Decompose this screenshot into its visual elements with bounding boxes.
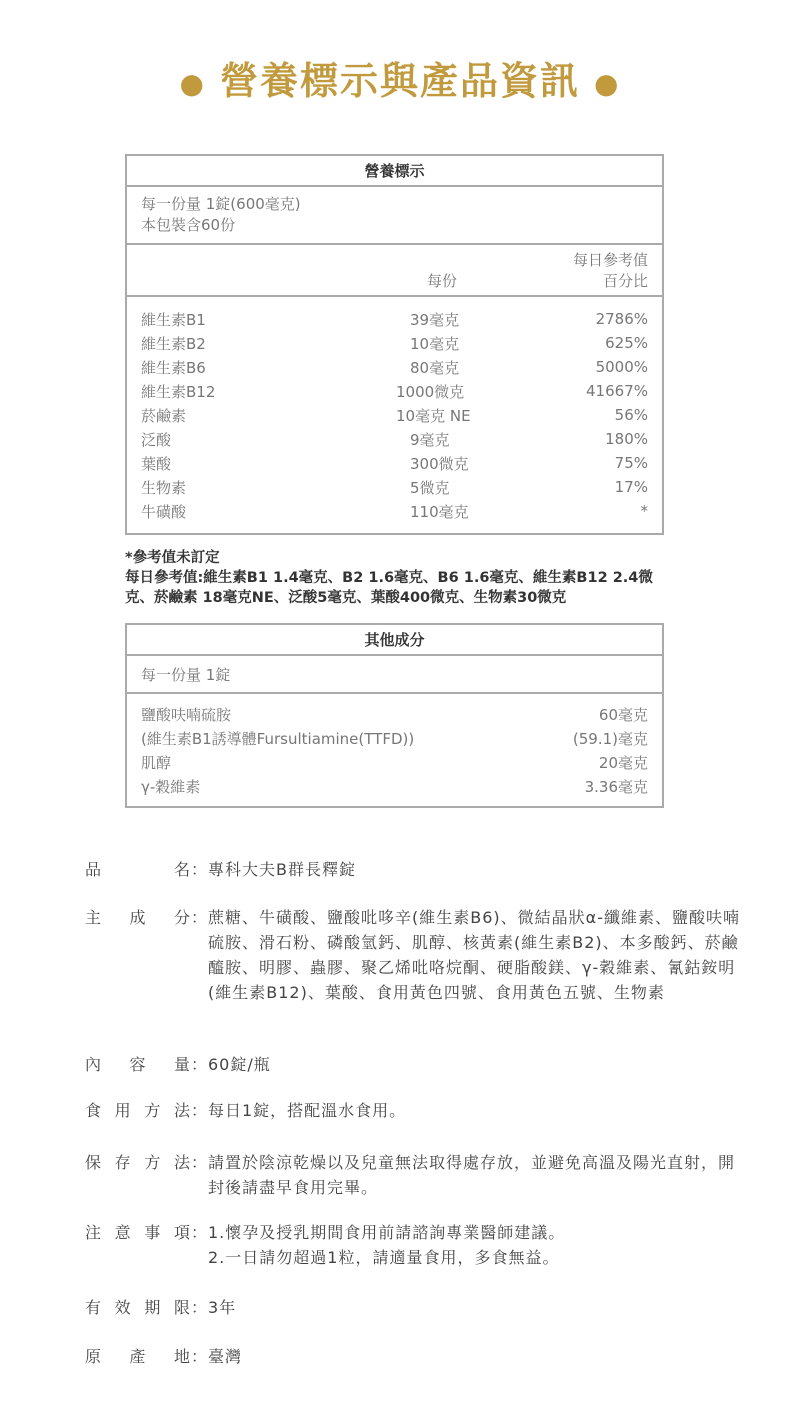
nutrient-row [126,331,663,355]
nutrition-table [125,154,664,535]
nutrient-name: 生物素 [141,478,187,497]
info-label [85,1344,190,1369]
other-header: 其他成分 [126,624,663,655]
serving-size: 每一份量 1錠(600毫克) [141,195,301,213]
nutrient-row [126,451,663,475]
info-label-char: 食 [85,1101,102,1120]
nutrient-amount: 39毫克 [410,310,460,329]
colon: ： [190,1223,207,1242]
ingredient-amount: 20毫克 [598,753,648,772]
servings-per-package: 本包裝含60份 [141,216,236,234]
info-value: 3年 [208,1298,237,1317]
info-label [85,1220,190,1270]
nutrient-amount: 1000微克 [396,382,465,401]
nutrient-dv: 41667% [586,382,648,400]
info-label-char: 成 [129,908,146,927]
info-value: 每日1錠，搭配溫水食用。 [208,1101,407,1120]
nutrient-dv: * [640,502,648,520]
info-label-char: 意 [114,1223,131,1242]
info-label-char: 事 [144,1223,161,1242]
info-label-char: 容 [129,1055,146,1074]
nutrient-dv: 5000% [595,358,648,376]
nutrient-name: 維生素B6 [141,358,206,377]
nutrient-dv: 75% [614,454,648,472]
other-serving: 每一份量 1錠 [126,655,663,693]
ingredient-name: 鹽酸呋喃硫胺 [141,705,232,724]
info-value: 專科大夫B群長釋錠 [208,860,356,879]
nutrient-dv: 180% [605,430,648,448]
ingredient-row [126,726,663,750]
info-label-char: 限 [173,1298,190,1317]
nutrient-name: 維生素B1 [141,310,206,329]
nutrient-name: 菸鹼素 [141,406,187,425]
ingredient-amount: 3.36毫克 [584,777,648,796]
col-dv-2: 百分比 [602,272,648,290]
info-value: 臺灣 [208,1347,243,1366]
nutrient-row [126,379,663,403]
info-label-char: 法 [173,1101,190,1120]
colon: ： [190,1055,207,1074]
info-label [85,1295,190,1320]
info-label-char: 方 [144,1153,161,1172]
info-value-2: 2.一日請勿超過1粒，請適量食用，多食無益。 [208,1248,560,1267]
info-label-char: 效 [114,1298,131,1317]
nutrient-amount: 5微克 [410,478,450,497]
ingredient-row [126,774,663,807]
other-ingredients-table [125,623,664,808]
info-label-char: 名 [173,860,190,879]
nutrient-dv: 17% [614,478,648,496]
info-label-char: 產 [129,1347,146,1366]
info-label [85,1150,190,1200]
ingredient-row [126,750,663,774]
ingredient-amount: 60毫克 [598,705,648,724]
nutrient-amount: 300微克 [410,454,469,473]
nutrient-dv: 2786% [595,310,648,328]
info-label [85,905,190,1005]
info-label-char: 注 [85,1223,102,1242]
colon: ： [190,860,207,879]
ingredient-name: (維生素B1誘導體Fursultiamine(TTFD)) [141,729,415,748]
product-info-row [85,1344,745,1369]
colon: ： [190,1298,207,1317]
note-1: *參考值未訂定 [125,550,220,566]
info-value: 請置於陰涼乾燥以及兒童無法取得處存放，並避免高溫及陽光直射，開封後請盡早食用完畢。 [208,1153,736,1197]
info-value: 蔗糖、牛磺酸、鹽酸吡哆辛(維生素B6)、微結晶狀α-纖維素、鹽酸呋喃硫胺、滑石粉、磷酸氫鈣、肌醇、核黃素(維生素B2)、本多酸鈣、菸鹼醯胺、明膠、蟲膠、聚乙烯吡咯烷酮、硬脂酸鎂、γ-穀維素、氰鈷銨明(維生素B12)、葉酸、食用黃色四號、食用黃色五號、生物素 [208,908,740,1002]
info-label-char: 存 [114,1153,131,1172]
col-dv-1: 每日參考值 [572,251,648,269]
info-value: 1.懷孕及授乳期間食用前請諮詢專業醫師建議。 [208,1223,566,1242]
info-label-char: 法 [173,1153,190,1172]
nutrition-header: 營養標示 [126,155,663,186]
colon: ： [190,908,207,927]
title-text: 營養標示與產品資訊 [219,59,580,103]
colon: ： [190,1347,207,1366]
info-label-char: 分 [173,908,190,927]
product-info-row [85,1098,745,1123]
product-info-row [85,1295,745,1320]
note-2: 每日參考值:維生素B1 1.4毫克、B2 1.6毫克、B6 1.6毫克、維生素B12 2.4微克、菸鹼素 18毫克NE、泛酸5毫克、葉酸400微克、生物素30微克 [125,570,653,606]
product-info-row [85,857,745,882]
info-label-char: 有 [85,1298,102,1317]
nutrient-name: 泛酸 [141,430,172,449]
nutrient-dv: 56% [614,406,648,424]
nutrient-amount: 10毫克 [410,334,460,353]
info-label-char: 方 [144,1101,161,1120]
product-info-row [85,1220,745,1270]
info-label [85,1098,190,1123]
info-label-char: 地 [173,1347,190,1366]
info-label-char: 量 [173,1055,190,1074]
nutrient-row [126,296,663,331]
info-label-char: 主 [85,908,102,927]
info-label [85,1052,190,1077]
ingredient-row [126,693,663,726]
colon: ： [190,1153,207,1172]
section-title: ● 營養標示與產品資訊 ● [179,59,621,103]
product-info-row [85,1150,745,1200]
nutrient-amount: 110毫克 [410,502,469,521]
nutrient-name: 維生素B2 [141,334,206,353]
nutrient-name: 牛磺酸 [141,502,187,521]
info-label-char: 品 [85,860,102,879]
colon: ： [190,1101,207,1120]
info-label-char: 項 [173,1223,190,1242]
ingredient-name: 肌醇 [141,753,172,772]
notes [125,548,670,608]
nutrient-row [126,427,663,451]
ingredient-amount: (59.1)毫克 [572,729,648,748]
nutrient-amount: 10毫克 NE [396,406,471,425]
col-per-serving: 每份 [365,244,524,296]
nutrient-row [126,403,663,427]
info-label-char: 期 [144,1298,161,1317]
info-label [85,857,190,882]
product-info-row [85,1052,745,1077]
nutrient-name: 維生素B12 [141,382,216,401]
nutrient-amount: 9毫克 [410,430,450,449]
info-value: 60錠/瓶 [208,1055,271,1074]
ingredient-name: γ-穀維素 [141,777,201,796]
nutrient-row [126,475,663,499]
info-label-char: 內 [85,1055,102,1074]
info-label-char: 用 [114,1101,131,1120]
product-info-row [85,905,745,1005]
info-label-char: 保 [85,1153,102,1172]
nutrient-dv: 625% [605,334,648,352]
nutrient-name: 葉酸 [141,454,172,473]
nutrient-row [126,499,663,534]
nutrient-amount: 80毫克 [410,358,460,377]
nutrient-row [126,355,663,379]
info-label-char: 原 [85,1347,102,1366]
